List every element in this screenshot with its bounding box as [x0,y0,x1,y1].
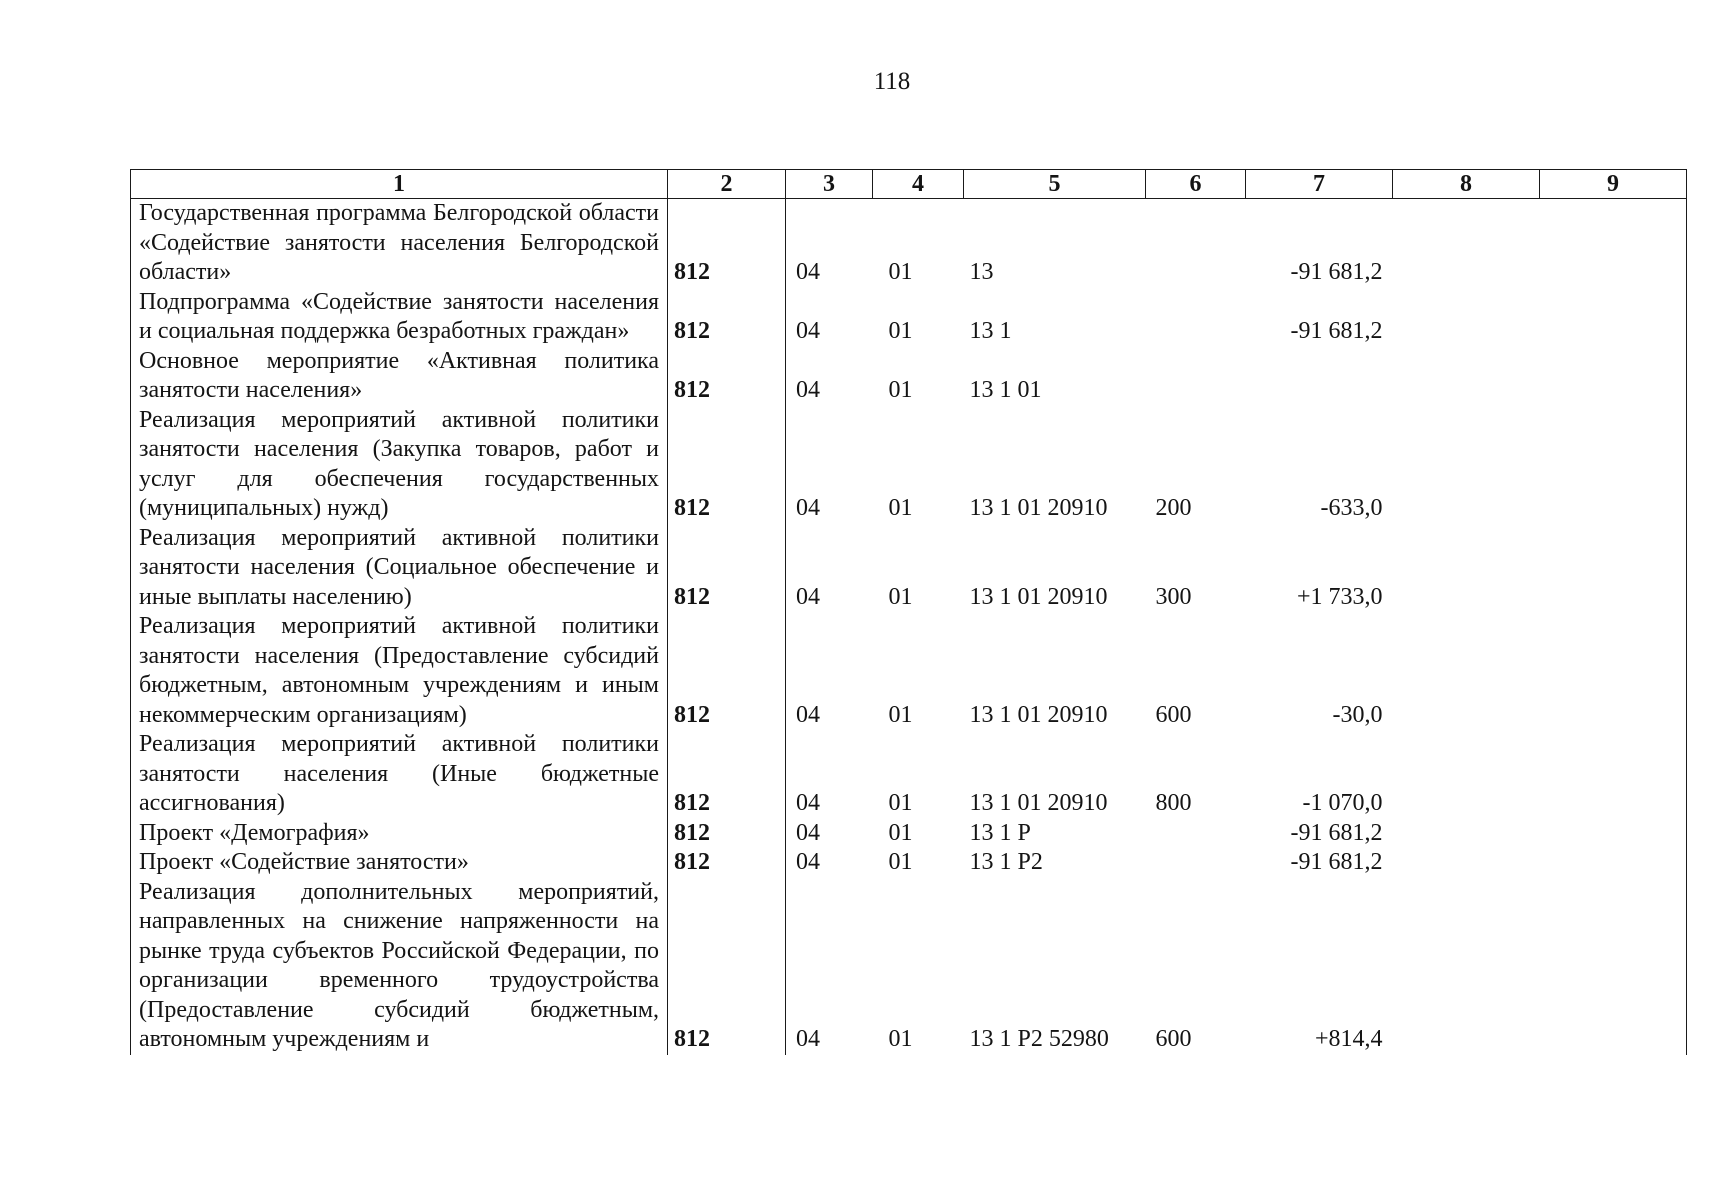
column-9-cell [1540,288,1687,347]
expense-type-cell: 600 [1155,701,1192,728]
row-name-cell: Основное мероприятие «Активная политика занятости населения» [131,347,668,406]
amount-cell: -91 681,2 [1290,259,1383,285]
amount-cell: +814,4 [1314,1026,1383,1052]
header-col-1: 1 [131,170,668,199]
column-9-cell [1540,524,1687,613]
target-article-cell: 13 1 01 20910 [969,583,1108,610]
column-8-cell [1393,199,1540,288]
table-row [131,347,1687,406]
header-col-8: 8 [1393,170,1540,199]
header-col-5: 5 [964,170,1146,199]
table-row [131,288,1687,347]
ministry-code-cell: 812 [668,612,786,730]
target-article-cell: 13 [969,259,994,285]
row-name-cell: Государственная программа Белгородской области «Содействие занятости населения Белгородской области» [131,199,668,288]
row-name-cell: Проект «Демография» [131,819,668,849]
subsection-code-cell: 01 [888,259,913,285]
table-row [131,819,1687,849]
expense-type-cell [1146,848,1246,878]
target-article-cell: 13 1 01 20910 [969,495,1108,521]
column-8-cell [1393,730,1540,819]
section-code-cell: 04 [796,1026,820,1052]
section-code-cell: 04 [796,495,820,521]
table-row [131,612,1687,730]
table-row [131,406,1687,524]
expense-type-cell: 600 [1155,1026,1192,1052]
section-code-cell: 04 [796,819,820,846]
section-code-cell: 04 [796,701,820,728]
row-name-cell: Реализация мероприятий активной политики занятости населения (Закупка товаров, работ и услуг для обеспечения государственных (муниципальных) нужд) [131,406,668,524]
table-header [131,170,1687,199]
ministry-code-cell: 812 [668,288,786,347]
column-9-cell [1540,819,1687,849]
header-col-9: 9 [1540,170,1687,199]
expense-type-cell [1146,819,1246,849]
column-9-cell [1540,199,1687,288]
ministry-code-cell: 812 [668,524,786,613]
header-col-6: 6 [1146,170,1246,199]
amount-cell: -91 681,2 [1290,819,1383,846]
expense-type-cell [1146,347,1246,406]
subsection-code-cell: 01 [888,819,913,846]
table-row [131,730,1687,819]
subsection-code-cell: 01 [888,583,913,610]
section-code-cell: 04 [796,790,820,816]
header-col-7: 7 [1246,170,1393,199]
column-8-cell [1393,406,1540,524]
column-9-cell [1540,612,1687,730]
row-name-cell: Реализация мероприятий активной политики занятости населения (Иные бюджетные ассигнования) [131,730,668,819]
amount-cell: -30,0 [1332,701,1383,728]
subsection-code-cell: 01 [888,1026,913,1052]
ministry-code-cell: 812 [668,848,786,878]
row-name-cell: Реализация дополнительных мероприятий, направленных на снижение напряженности на рынке труда субъектов Российской Федерации, по организации временного трудоустройства (Предоставление субсидий бюджетным, автономным учреждениям и [131,878,668,1055]
amount-cell: -91 681,2 [1290,849,1383,875]
subsection-code-cell: 01 [888,790,913,816]
subsection-code-cell: 01 [888,701,913,728]
section-code-cell: 04 [796,849,820,875]
table-row [131,848,1687,878]
expense-type-cell: 800 [1155,790,1192,816]
section-code-cell: 04 [796,259,820,285]
amount-cell [1246,347,1393,406]
expense-type-cell: 300 [1155,583,1192,610]
column-9-cell [1540,347,1687,406]
ministry-code-cell: 812 [668,199,786,288]
ministry-code-cell: 812 [668,730,786,819]
target-article-cell: 13 1 P2 [969,849,1043,875]
column-8-cell [1393,819,1540,849]
header-col-3: 3 [786,170,873,199]
target-article-cell: 13 1 01 20910 [969,790,1108,816]
table-row [131,199,1687,288]
column-8-cell [1393,612,1540,730]
target-article-cell: 13 1 01 20910 [969,701,1108,728]
header-row [131,170,1687,199]
table-body [131,199,1687,1055]
section-code-cell: 04 [796,583,820,610]
subsection-code-cell: 01 [888,318,913,344]
header-col-4: 4 [873,170,964,199]
column-8-cell [1393,524,1540,613]
amount-cell: +1 733,0 [1296,583,1383,610]
column-8-cell [1393,848,1540,878]
column-9-cell [1540,878,1687,1055]
ministry-code-cell: 812 [668,878,786,1055]
column-9-cell [1540,730,1687,819]
section-code-cell: 04 [796,318,820,344]
column-9-cell [1540,406,1687,524]
column-8-cell [1393,878,1540,1055]
subsection-code-cell: 01 [888,377,913,403]
budget-table [130,169,1687,1055]
ministry-code-cell: 812 [668,819,786,849]
table-row [131,524,1687,613]
subsection-code-cell: 01 [888,849,913,875]
expense-type-cell: 200 [1155,495,1192,521]
page-number: 118 [873,68,911,95]
expense-type-cell [1146,288,1246,347]
column-9-cell [1540,848,1687,878]
header-col-2: 2 [668,170,786,199]
amount-cell: -91 681,2 [1290,318,1383,344]
ministry-code-cell: 812 [668,347,786,406]
target-article-cell: 13 1 P2 52980 [969,1026,1109,1052]
amount-cell: -1 070,0 [1302,790,1383,816]
ministry-code-cell: 812 [668,406,786,524]
column-8-cell [1393,288,1540,347]
row-name-cell: Подпрограмма «Содействие занятости населения и социальная поддержка безработных граждан» [131,288,668,347]
target-article-cell: 13 1 P [969,819,1031,846]
expense-type-cell [1146,199,1246,288]
row-name-cell: Реализация мероприятий активной политики занятости населения (Предоставление субсидий бюджетным, автономным учреждениям и иным некоммерческим организациям) [131,612,668,730]
target-article-cell: 13 1 [969,318,1012,344]
section-code-cell: 04 [796,377,820,403]
subsection-code-cell: 01 [888,495,913,521]
row-name-cell: Реализация мероприятий активной политики занятости населения (Социальное обеспечение и иные выплаты населению) [131,524,668,613]
column-8-cell [1393,347,1540,406]
table-row [131,878,1687,1055]
target-article-cell: 13 1 01 [969,377,1042,403]
row-name-cell: Проект «Содействие занятости» [131,848,668,878]
amount-cell: -633,0 [1320,495,1383,521]
